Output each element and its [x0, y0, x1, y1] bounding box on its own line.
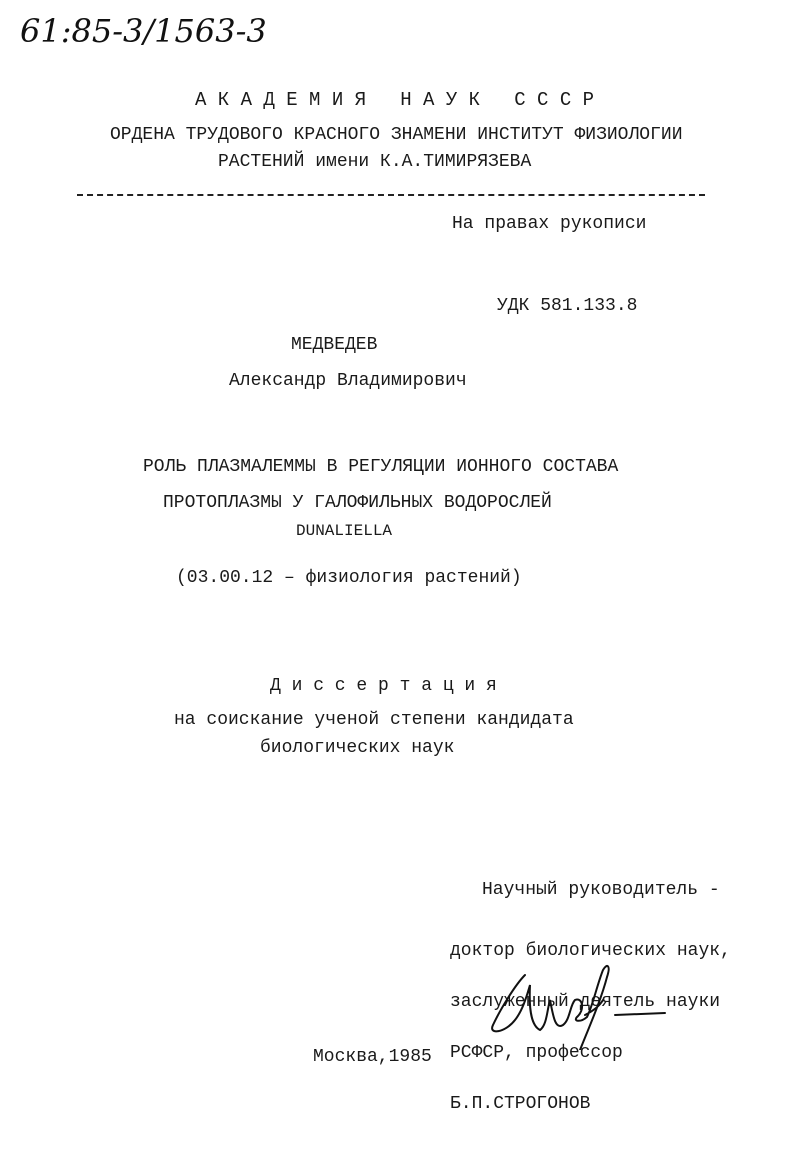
specialty: (03.00.12 – физиология растений)	[176, 568, 522, 588]
supervisor-line-2: заслуженный деятель науки	[450, 992, 721, 1012]
supervisor-name: Б.П.СТРОГОНОВ	[450, 1094, 591, 1114]
title-line-1: РОЛЬ ПЛАЗМАЛЕММЫ В РЕГУЛЯЦИИ ИОННОГО СОСТАВА	[143, 457, 619, 477]
udc-code: УДК 581.133.8	[497, 296, 638, 316]
signature	[485, 955, 675, 1050]
academy-heading: А К А Д Е М И Я Н А У К С С С Р	[195, 89, 595, 111]
degree-line-1: на соискание ученой степени кандидата	[174, 710, 574, 730]
supervisor-line-1: доктор биологических наук,	[450, 941, 731, 961]
institute-line-2: РАСТЕНИЙ имени К.А.ТИМИРЯЗЕВА	[218, 152, 532, 172]
title-line-3: DUNALIELLA	[296, 522, 393, 540]
institute-line-1: ОРДЕНА ТРУДОВОГО КРАСНОГО ЗНАМЕНИ ИНСТИТУТ ФИЗИОЛОГИИ	[110, 125, 683, 145]
supervisor-line-3: РСФСР, профессор	[450, 1043, 623, 1063]
place-year: Москва,1985	[313, 1047, 432, 1067]
degree-line-2: биологических наук	[260, 738, 455, 758]
manuscript-note: На правах рукописи	[452, 214, 647, 234]
title-line-2: ПРОТОПЛАЗМЫ У ГАЛОФИЛЬНЫХ ВОДОРОСЛЕЙ	[163, 493, 552, 513]
degree-heading: Д и с с е р т а ц и я	[270, 676, 497, 696]
archive-mark: 61:85-3/1563-3	[20, 12, 267, 50]
supervisor-label: Научный руководитель -	[482, 880, 720, 900]
author-name: Александр Владимирович	[229, 371, 467, 391]
divider	[77, 194, 705, 196]
author-surname: МЕДВЕДЕВ	[291, 335, 378, 355]
